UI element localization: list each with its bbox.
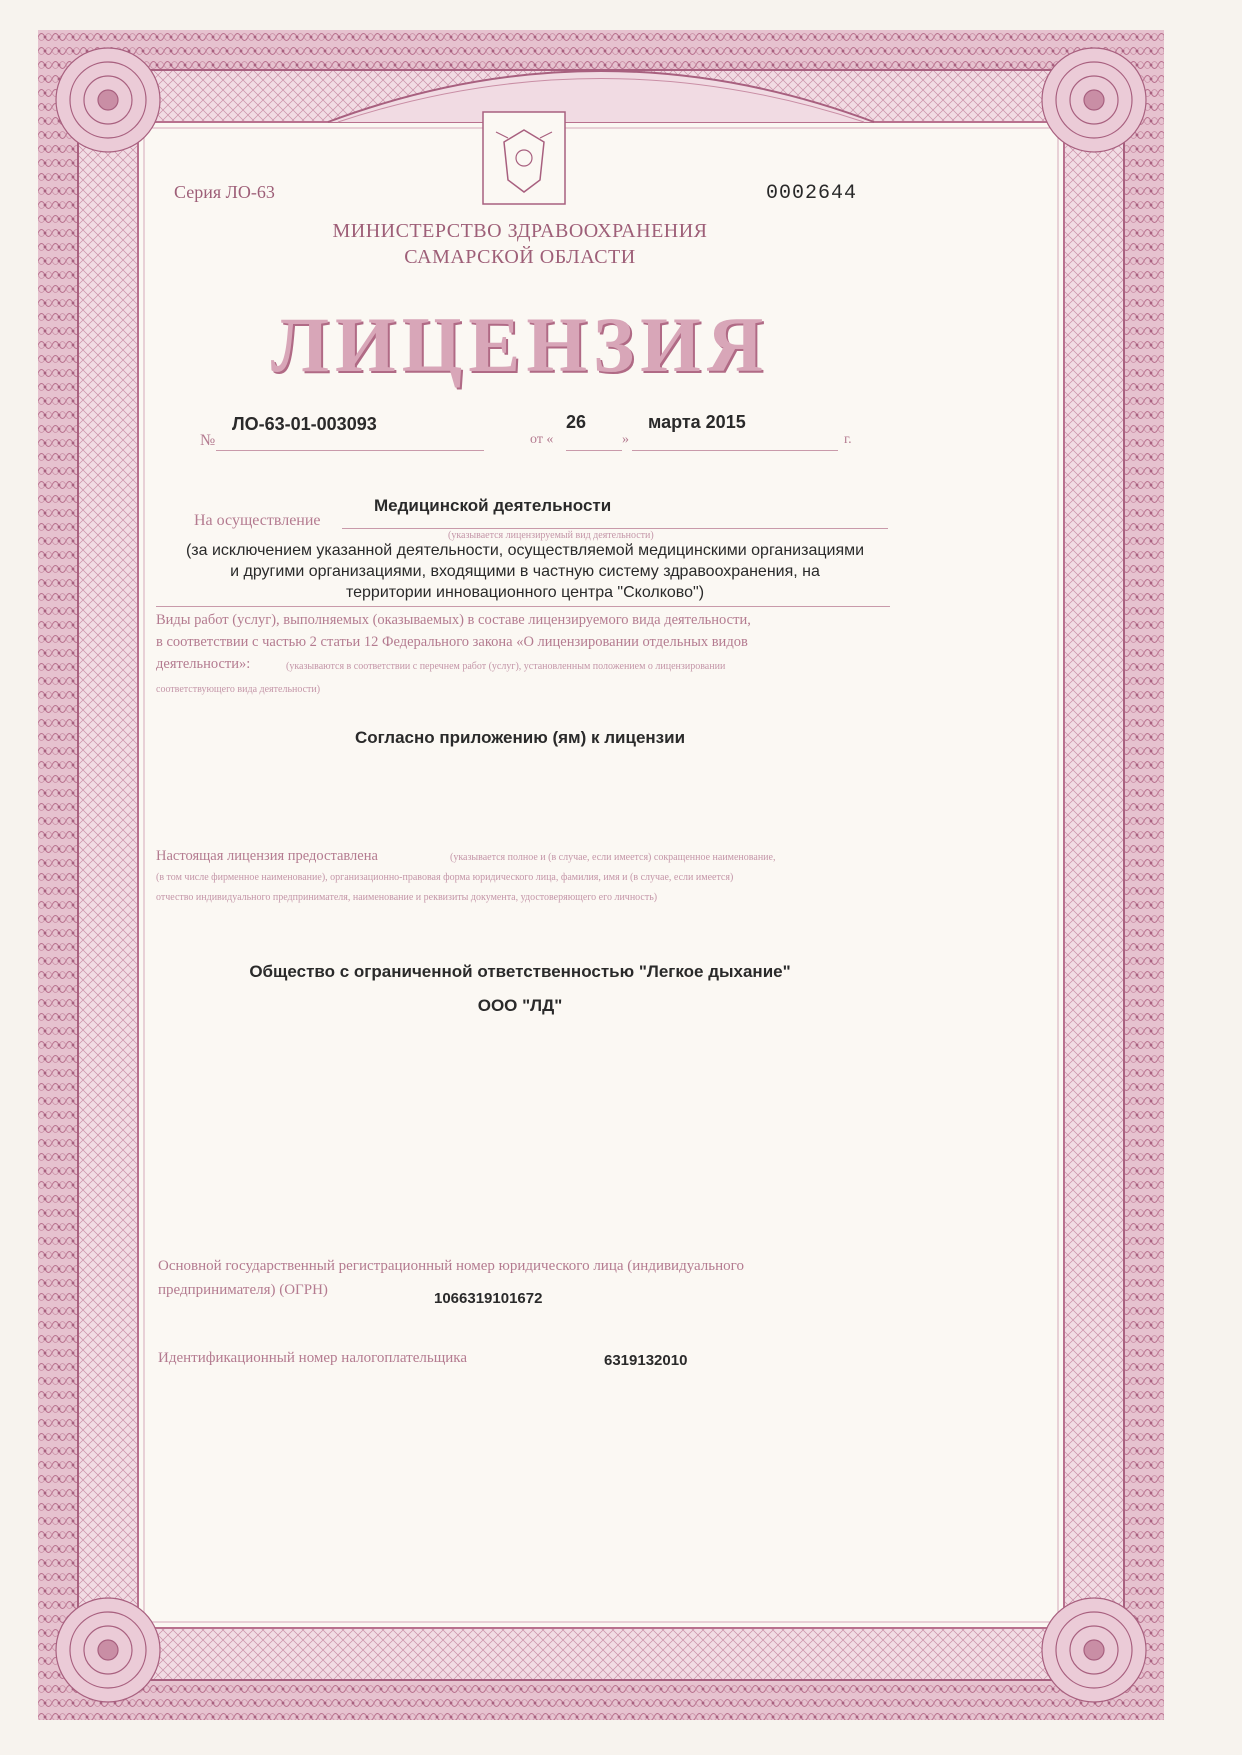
series-label: Серия ЛО-63: [174, 182, 275, 202]
document-title: ЛИЦЕНЗИЯ: [270, 301, 770, 388]
activity-label: На осуществление: [194, 512, 321, 529]
exclusion-line-2: и другими организациями, входящими в частную систему здравоохранения, на: [230, 563, 820, 580]
works-line-1: Виды работ (услуг), выполняемых (оказываемых) в составе лицензируемого вида деятельности,: [156, 612, 751, 628]
exclusion-underline: [156, 606, 890, 607]
activity-value: Медицинской деятельности: [374, 496, 612, 515]
ogrn-value: 1066319101672: [434, 1290, 543, 1307]
works-line-3: деятельности»:: [156, 656, 251, 672]
coat-of-arms-icon: [483, 112, 565, 204]
works-line-2: в соответствии с частью 2 статьи 12 Федерального закона «О лицензировании отдельных видов: [156, 634, 748, 650]
year-suffix: г.: [844, 432, 852, 447]
license-number: ЛО-63-01-003093: [232, 414, 377, 434]
month-underline: [632, 450, 838, 451]
grantee-hint-1: (указывается полное и (в случае, если имеется) сокращенное наименование,: [450, 852, 776, 863]
grantee-label: Настоящая лицензия предоставлена: [156, 848, 378, 864]
grantee-full-name: Общество с ограниченной ответственностью "Легкое дыхание": [249, 962, 791, 981]
number-label: №: [200, 432, 216, 449]
grantee-hint-2: (в том числе фирменное наименование), организационно-правовая форма юридического лица, фамилия, имя и (в случае, если имеется): [156, 872, 734, 883]
ministry-name-line1: МИНИСТЕРСТВО ЗДРАВООХРАНЕНИЯ: [332, 220, 708, 242]
date-quote-close: »: [622, 432, 629, 447]
ogrn-label-line-2: предпринимателя) (ОГРН): [158, 1282, 328, 1298]
license-month-year: марта 2015: [648, 412, 746, 432]
grantee-short-name: ООО "ЛД": [477, 996, 563, 1015]
inn-value: 6319132010: [604, 1352, 688, 1369]
ogrn-label-line-1: Основной государственный регистрационный номер юридического лица (индивидуального: [158, 1258, 744, 1274]
date-from-label: от «: [530, 432, 554, 447]
works-hint-1: (указываются в соответствии с перечнем работ (услуг), установленным положением о лицензировании: [286, 661, 726, 672]
exclusion-line-1: (за исключением указанной деятельности, осуществляемой медицинскими организациями: [185, 542, 865, 559]
activity-hint: (указывается лицензируемый вид деятельности): [448, 530, 654, 541]
activity-underline: [342, 528, 888, 529]
grantee-hint-3: отчество индивидуального предпринимателя, наименование и реквизиты документа, удостоверяющего его личность): [156, 892, 658, 903]
blank-number: 0002644: [766, 182, 858, 205]
works-value: Согласно приложению (ям) к лицензии: [354, 728, 686, 747]
number-underline: [216, 450, 484, 451]
inn-label: Идентификационный номер налогоплательщика: [158, 1350, 468, 1366]
works-hint-2: соответствующего вида деятельности): [156, 684, 321, 695]
day-underline: [566, 450, 622, 451]
exclusion-line-3: территории инновационного центра "Сколково"): [345, 584, 705, 601]
license-day: 26: [566, 412, 587, 432]
ministry-name-line2: САМАРСКОЙ ОБЛАСТИ: [404, 246, 636, 268]
